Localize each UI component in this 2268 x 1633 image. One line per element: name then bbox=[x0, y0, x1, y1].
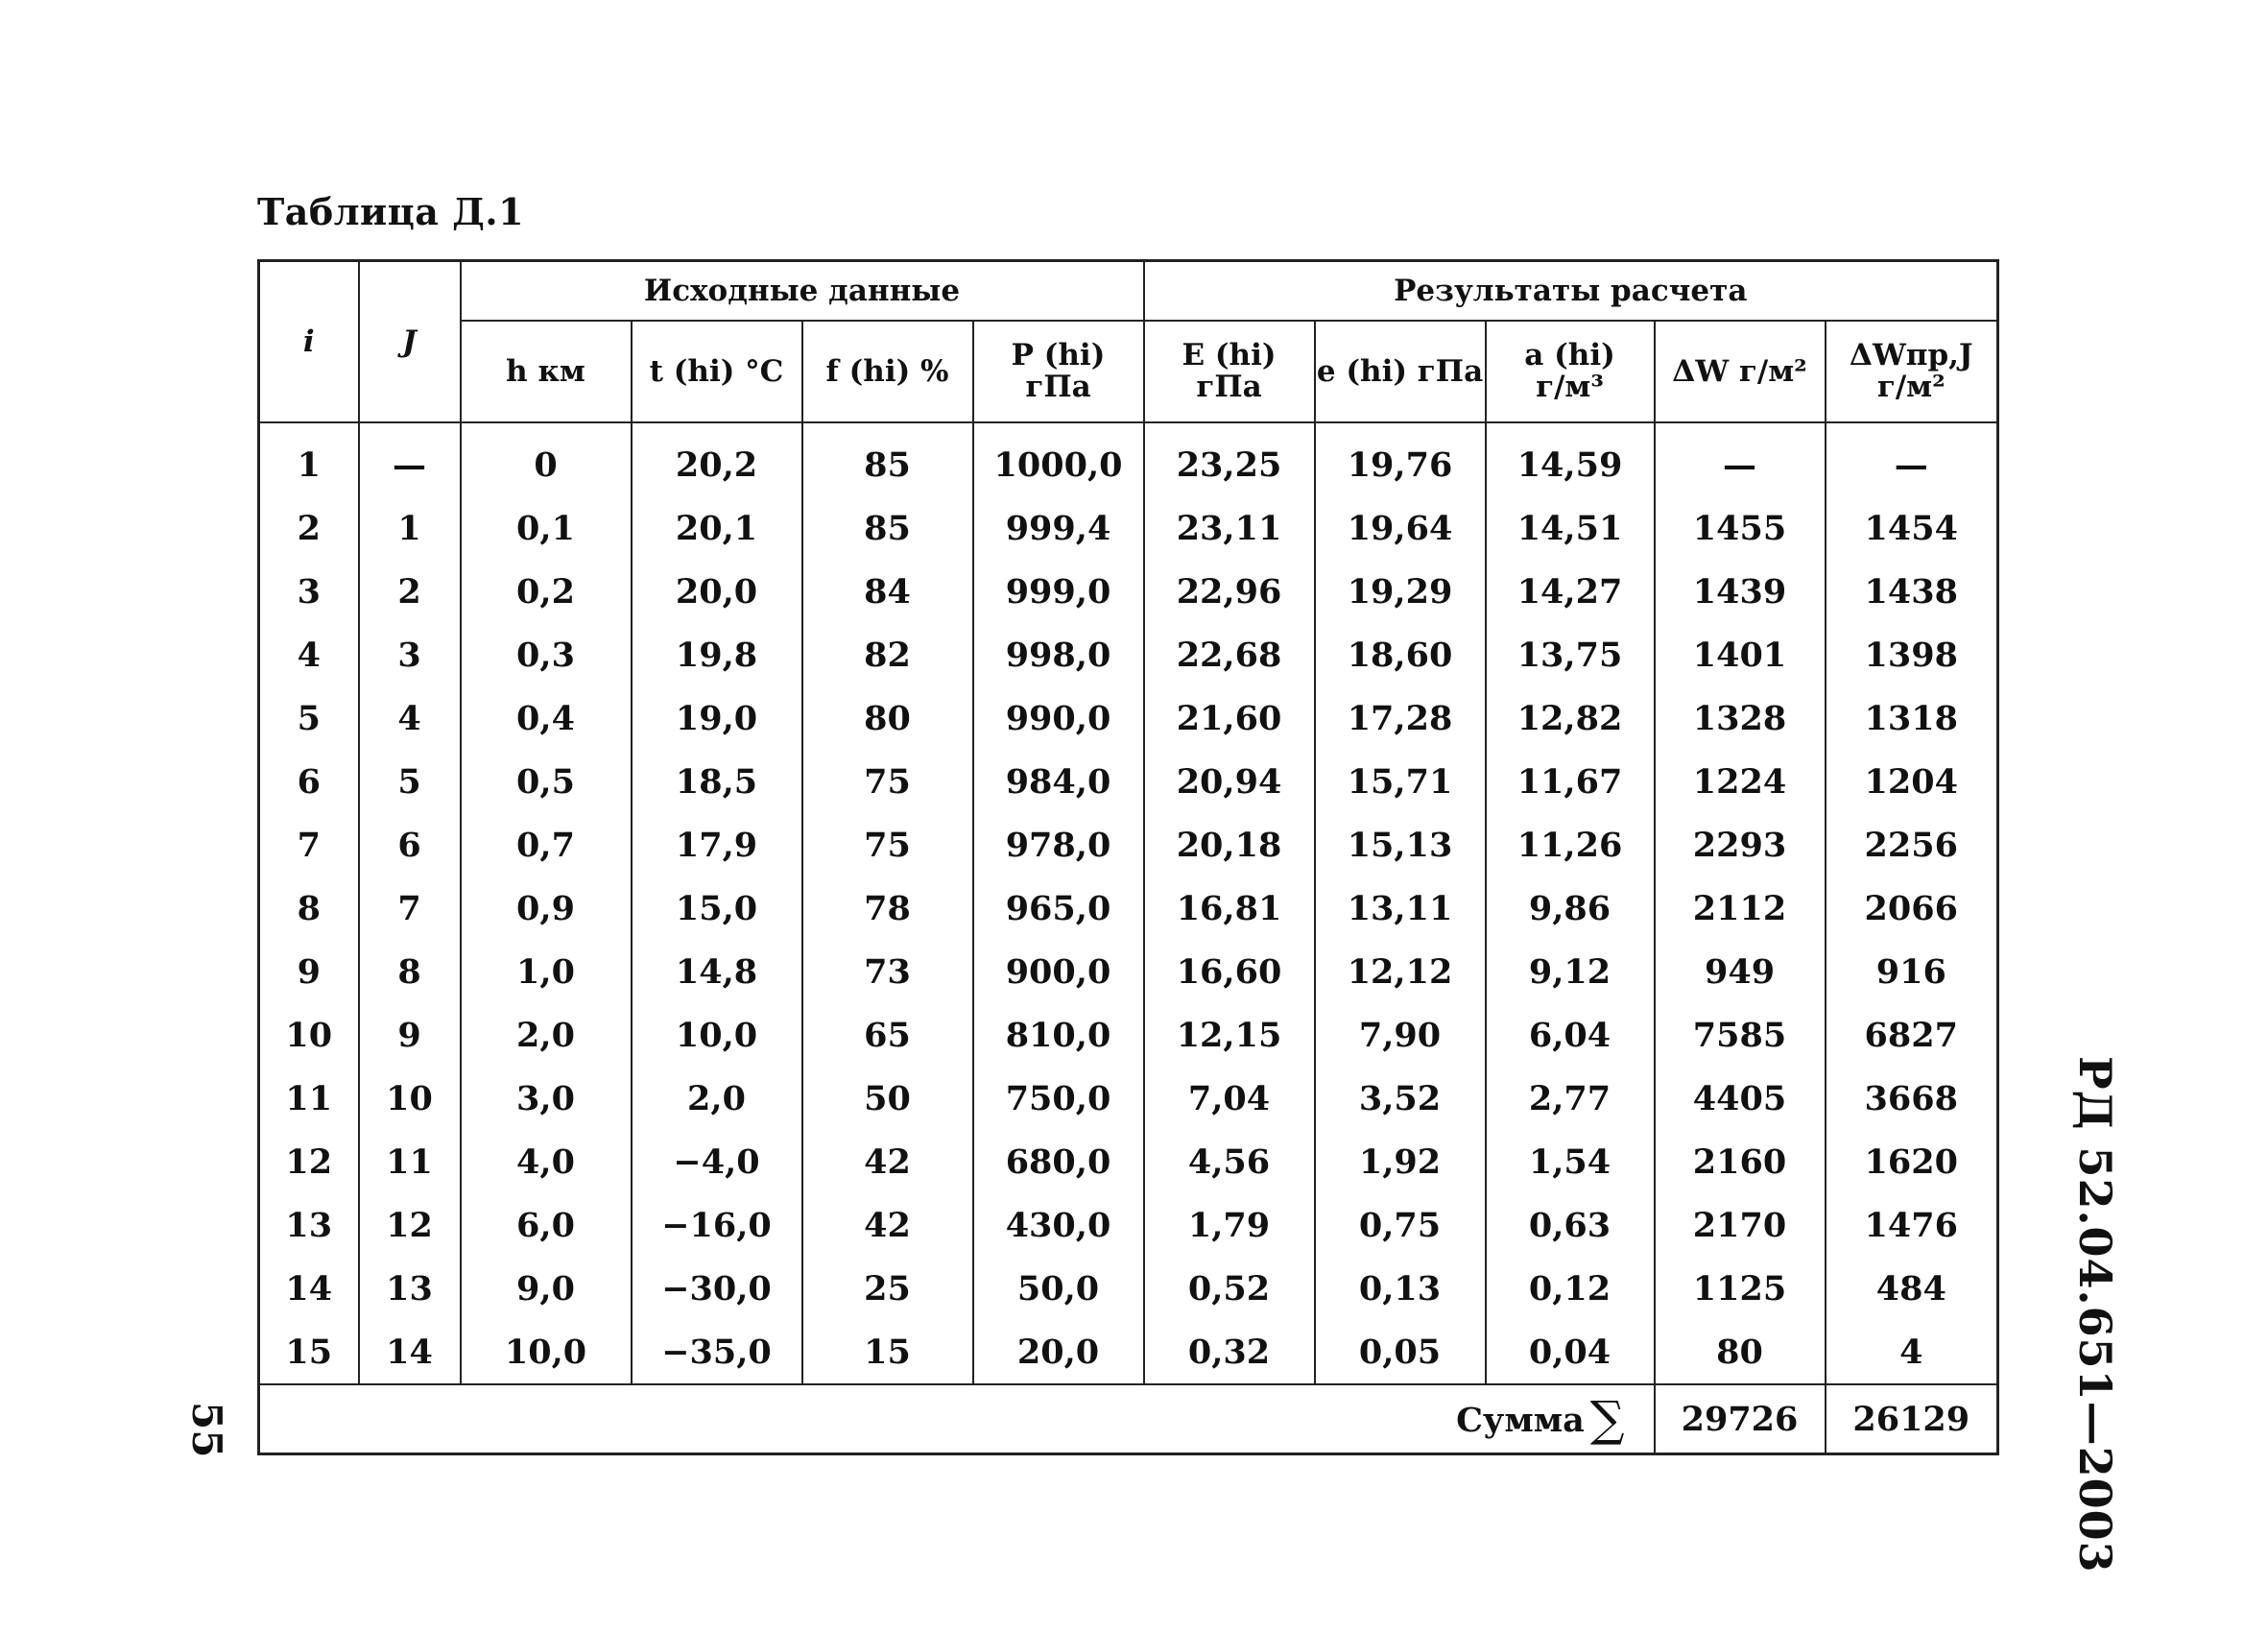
table-cell: 965,0 bbox=[973, 877, 1144, 940]
table-cell: 1455 bbox=[1655, 496, 1826, 560]
table-cell: 3,52 bbox=[1315, 1067, 1486, 1130]
sum-dWpr: 26129 bbox=[1826, 1384, 1998, 1454]
table-row bbox=[259, 1257, 1998, 1320]
table-cell: 10,0 bbox=[632, 1003, 802, 1067]
table-cell: −16,0 bbox=[632, 1193, 802, 1257]
table-cell: 484 bbox=[1826, 1257, 1998, 1320]
table-cell: 3 bbox=[259, 560, 359, 623]
table-cell: 23,25 bbox=[1144, 422, 1315, 496]
header-p: P (hi) гПа bbox=[973, 321, 1144, 422]
table-cell: 916 bbox=[1826, 940, 1998, 1003]
table-cell: 7 bbox=[259, 813, 359, 877]
table-cell: 5 bbox=[359, 750, 461, 813]
table-cell: 3668 bbox=[1826, 1067, 1998, 1130]
table-row bbox=[259, 1193, 1998, 1257]
table-cell: 10,0 bbox=[461, 1320, 632, 1384]
table-cell: 12,12 bbox=[1315, 940, 1486, 1003]
table-cell: 0,04 bbox=[1486, 1320, 1655, 1384]
table-cell: 13 bbox=[359, 1257, 461, 1320]
header-a bbox=[1486, 321, 1655, 422]
header-h: h км bbox=[461, 321, 632, 422]
table-cell: 1398 bbox=[1826, 623, 1998, 686]
table-cell: 1000,0 bbox=[973, 422, 1144, 496]
table-cell: 1125 bbox=[1655, 1257, 1826, 1320]
table-cell: 2,0 bbox=[461, 1003, 632, 1067]
table-cell: 4 bbox=[259, 623, 359, 686]
table-row bbox=[259, 1003, 1998, 1067]
table-cell: 20,1 bbox=[632, 496, 802, 560]
table-cell: 15 bbox=[802, 1320, 973, 1384]
table-cell: 2293 bbox=[1655, 813, 1826, 877]
table-cell: 949 bbox=[1655, 940, 1826, 1003]
header-j: J bbox=[359, 261, 461, 423]
table-cell: 6,0 bbox=[461, 1193, 632, 1257]
header-i: i bbox=[259, 261, 359, 423]
table-cell: 6 bbox=[359, 813, 461, 877]
table-cell: 1224 bbox=[1655, 750, 1826, 813]
table-cell: 18,5 bbox=[632, 750, 802, 813]
table-cell: 1476 bbox=[1826, 1193, 1998, 1257]
table-cell: 9,0 bbox=[461, 1257, 632, 1320]
table-row bbox=[259, 1130, 1998, 1193]
table-cell: 22,96 bbox=[1144, 560, 1315, 623]
table-cell: 999,4 bbox=[973, 496, 1144, 560]
table-cell: 13,11 bbox=[1315, 877, 1486, 940]
header-a-bottom: г/м³ bbox=[1536, 370, 1604, 404]
header-t: t (hi) °C bbox=[632, 321, 802, 422]
header-E: E (hi) гПа bbox=[1144, 321, 1315, 422]
table-cell: 50 bbox=[802, 1067, 973, 1130]
table-cell: 42 bbox=[802, 1130, 973, 1193]
page-number bbox=[182, 1402, 240, 1459]
table-cell: — bbox=[1826, 422, 1998, 496]
header-f: f (hi) % bbox=[802, 321, 973, 422]
table-cell: 19,76 bbox=[1315, 422, 1486, 496]
table-cell: — bbox=[1655, 422, 1826, 496]
table-cell: 19,29 bbox=[1315, 560, 1486, 623]
table-cell: 85 bbox=[802, 496, 973, 560]
table-cell: 12 bbox=[259, 1130, 359, 1193]
table-cell: 0,2 bbox=[461, 560, 632, 623]
table-cell: 85 bbox=[802, 422, 973, 496]
table-cell: 1439 bbox=[1655, 560, 1826, 623]
table-cell: 6 bbox=[259, 750, 359, 813]
table-cell: 4,0 bbox=[461, 1130, 632, 1193]
table-cell: 0,13 bbox=[1315, 1257, 1486, 1320]
table-cell: 80 bbox=[802, 686, 973, 750]
table-cell: 13 bbox=[259, 1193, 359, 1257]
table-cell: 1,92 bbox=[1315, 1130, 1486, 1193]
header-dWpr-bottom: г/м² bbox=[1876, 370, 1946, 404]
table-cell: 10 bbox=[259, 1003, 359, 1067]
table-cell: 12,15 bbox=[1144, 1003, 1315, 1067]
table-cell: 4,56 bbox=[1144, 1130, 1315, 1193]
table-cell: 17,28 bbox=[1315, 686, 1486, 750]
table-cell: 23,11 bbox=[1144, 496, 1315, 560]
table-cell: 22,68 bbox=[1144, 623, 1315, 686]
table-cell: 19,8 bbox=[632, 623, 802, 686]
table-cell: 15,71 bbox=[1315, 750, 1486, 813]
table-cell: 14,59 bbox=[1486, 422, 1655, 496]
sum-dW: 29726 bbox=[1655, 1384, 1826, 1454]
table-cell: 16,81 bbox=[1144, 877, 1315, 940]
table-cell: 810,0 bbox=[973, 1003, 1144, 1067]
table-cell: 9 bbox=[359, 1003, 461, 1067]
table-cell: 8 bbox=[359, 940, 461, 1003]
header-dW: ΔW г/м² bbox=[1655, 321, 1826, 422]
table-cell: 8 bbox=[259, 877, 359, 940]
table-cell: 0,5 bbox=[461, 750, 632, 813]
header-e: e (hi) гПа bbox=[1315, 321, 1486, 422]
data-table bbox=[257, 259, 1999, 1455]
table-cell: 13,75 bbox=[1486, 623, 1655, 686]
table-cell: 2170 bbox=[1655, 1193, 1826, 1257]
table-cell: 0,9 bbox=[461, 877, 632, 940]
table-cell: 20,94 bbox=[1144, 750, 1315, 813]
table-row bbox=[259, 496, 1998, 560]
table-title: Таблица Д.1 bbox=[257, 190, 525, 233]
table-cell: 73 bbox=[802, 940, 973, 1003]
table-cell: 42 bbox=[802, 1193, 973, 1257]
table-cell: 1318 bbox=[1826, 686, 1998, 750]
table-cell: 2160 bbox=[1655, 1130, 1826, 1193]
table-row bbox=[259, 623, 1998, 686]
table-cell: 12 bbox=[359, 1193, 461, 1257]
table-cell: 680,0 bbox=[973, 1130, 1144, 1193]
table-cell: 20,0 bbox=[973, 1320, 1144, 1384]
table-cell: 65 bbox=[802, 1003, 973, 1067]
table-cell: 6827 bbox=[1826, 1003, 1998, 1067]
sum-row-label bbox=[259, 1384, 1655, 1454]
table-cell: 0 bbox=[461, 422, 632, 496]
table-cell: 2 bbox=[359, 560, 461, 623]
table-cell: 14 bbox=[259, 1257, 359, 1320]
table-cell: 20,0 bbox=[632, 560, 802, 623]
table-cell: 0,05 bbox=[1315, 1320, 1486, 1384]
table-cell: 0,4 bbox=[461, 686, 632, 750]
table-cell: 1401 bbox=[1655, 623, 1826, 686]
table-cell: 15,13 bbox=[1315, 813, 1486, 877]
table-cell: 17,9 bbox=[632, 813, 802, 877]
table-cell: −4,0 bbox=[632, 1130, 802, 1193]
table-cell: 20,2 bbox=[632, 422, 802, 496]
table-cell: 9,86 bbox=[1486, 877, 1655, 940]
table-cell: 1,0 bbox=[461, 940, 632, 1003]
table-cell: 0,1 bbox=[461, 496, 632, 560]
table-cell: 430,0 bbox=[973, 1193, 1144, 1257]
table-cell: 15,0 bbox=[632, 877, 802, 940]
table-cell: 7 bbox=[359, 877, 461, 940]
table-body bbox=[259, 422, 1998, 1384]
table-cell: 999,0 bbox=[973, 560, 1144, 623]
table-cell: 25 bbox=[802, 1257, 973, 1320]
table-cell: 1328 bbox=[1655, 686, 1826, 750]
table-cell: 1,54 bbox=[1486, 1130, 1655, 1193]
table-cell: 0,52 bbox=[1144, 1257, 1315, 1320]
table-cell: 0,75 bbox=[1315, 1193, 1486, 1257]
group-source: Исходные данные bbox=[461, 261, 1144, 322]
sigma-icon: ∑ bbox=[1589, 1391, 1625, 1447]
table-cell: 7,90 bbox=[1315, 1003, 1486, 1067]
table-row bbox=[259, 686, 1998, 750]
table-cell: 998,0 bbox=[973, 623, 1144, 686]
table-cell: 1 bbox=[259, 422, 359, 496]
table-cell: 50,0 bbox=[973, 1257, 1144, 1320]
table-cell: 1204 bbox=[1826, 750, 1998, 813]
table-row bbox=[259, 1320, 1998, 1384]
table-row bbox=[259, 560, 1998, 623]
header-dWpr-top: ΔWпр,J bbox=[1849, 338, 1973, 373]
table-cell: 978,0 bbox=[973, 813, 1144, 877]
table-row bbox=[259, 877, 1998, 940]
table-cell: 1438 bbox=[1826, 560, 1998, 623]
table-row bbox=[259, 750, 1998, 813]
table-cell: 2,0 bbox=[632, 1067, 802, 1130]
table-cell: 3,0 bbox=[461, 1067, 632, 1130]
table-cell: 1,79 bbox=[1144, 1193, 1315, 1257]
table-cell: 21,60 bbox=[1144, 686, 1315, 750]
table-cell: 15 bbox=[259, 1320, 359, 1384]
table-cell: 19,64 bbox=[1315, 496, 1486, 560]
table-cell: 750,0 bbox=[973, 1067, 1144, 1130]
table-cell: 11,26 bbox=[1486, 813, 1655, 877]
table-cell: 984,0 bbox=[973, 750, 1144, 813]
table-cell: 82 bbox=[802, 623, 973, 686]
table-cell: 12,82 bbox=[1486, 686, 1655, 750]
group-results: Результаты расчета bbox=[1144, 261, 1998, 322]
table-cell: 3 bbox=[359, 623, 461, 686]
table-cell: −35,0 bbox=[632, 1320, 802, 1384]
table-cell: — bbox=[359, 422, 461, 496]
table-cell: 1620 bbox=[1826, 1130, 1998, 1193]
header-dWpr bbox=[1826, 321, 1998, 422]
table-cell: 10 bbox=[359, 1067, 461, 1130]
table-cell: 2256 bbox=[1826, 813, 1998, 877]
table-cell: 0,3 bbox=[461, 623, 632, 686]
table-cell: 2,77 bbox=[1486, 1067, 1655, 1130]
table-cell: 18,60 bbox=[1315, 623, 1486, 686]
table-row bbox=[259, 813, 1998, 877]
table-cell: 19,0 bbox=[632, 686, 802, 750]
table-cell: 990,0 bbox=[973, 686, 1144, 750]
table-cell: 9,12 bbox=[1486, 940, 1655, 1003]
table-cell: 1454 bbox=[1826, 496, 1998, 560]
table-cell: 7,04 bbox=[1144, 1067, 1315, 1130]
table-cell: 11 bbox=[259, 1067, 359, 1130]
table-cell: 6,04 bbox=[1486, 1003, 1655, 1067]
table-cell: 2 bbox=[259, 496, 359, 560]
table-row bbox=[259, 940, 1998, 1003]
table-cell: 75 bbox=[802, 750, 973, 813]
table-cell: 20,18 bbox=[1144, 813, 1315, 877]
table-cell: 78 bbox=[802, 877, 973, 940]
sum-label: Сумма bbox=[1456, 1401, 1585, 1440]
table-cell: 7585 bbox=[1655, 1003, 1826, 1067]
header-a-top: a (hi) bbox=[1524, 338, 1615, 373]
table-cell: 14,51 bbox=[1486, 496, 1655, 560]
table-cell: 4 bbox=[1826, 1320, 1998, 1384]
table-cell: 84 bbox=[802, 560, 973, 623]
table-cell: 80 bbox=[1655, 1320, 1826, 1384]
table-cell: 11 bbox=[359, 1130, 461, 1193]
table-cell: 9 bbox=[259, 940, 359, 1003]
table-cell: 900,0 bbox=[973, 940, 1144, 1003]
table-row bbox=[259, 1067, 1998, 1130]
table-cell: 75 bbox=[802, 813, 973, 877]
table-row bbox=[259, 422, 1998, 496]
table-cell: 14 bbox=[359, 1320, 461, 1384]
table-cell: 4 bbox=[359, 686, 461, 750]
table-cell: −30,0 bbox=[632, 1257, 802, 1320]
page-number-text: 55 bbox=[183, 1402, 230, 1458]
table-cell: 2066 bbox=[1826, 877, 1998, 940]
table-cell: 0,63 bbox=[1486, 1193, 1655, 1257]
table-cell: 2112 bbox=[1655, 877, 1826, 940]
table-cell: 4405 bbox=[1655, 1067, 1826, 1130]
table-cell: 14,27 bbox=[1486, 560, 1655, 623]
table-cell: 0,7 bbox=[461, 813, 632, 877]
table-cell: 0,32 bbox=[1144, 1320, 1315, 1384]
table-cell: 16,60 bbox=[1144, 940, 1315, 1003]
table-cell: 1 bbox=[359, 496, 461, 560]
table-cell: 5 bbox=[259, 686, 359, 750]
table-cell: 11,67 bbox=[1486, 750, 1655, 813]
table-cell: 14,8 bbox=[632, 940, 802, 1003]
table-cell: 0,12 bbox=[1486, 1257, 1655, 1320]
